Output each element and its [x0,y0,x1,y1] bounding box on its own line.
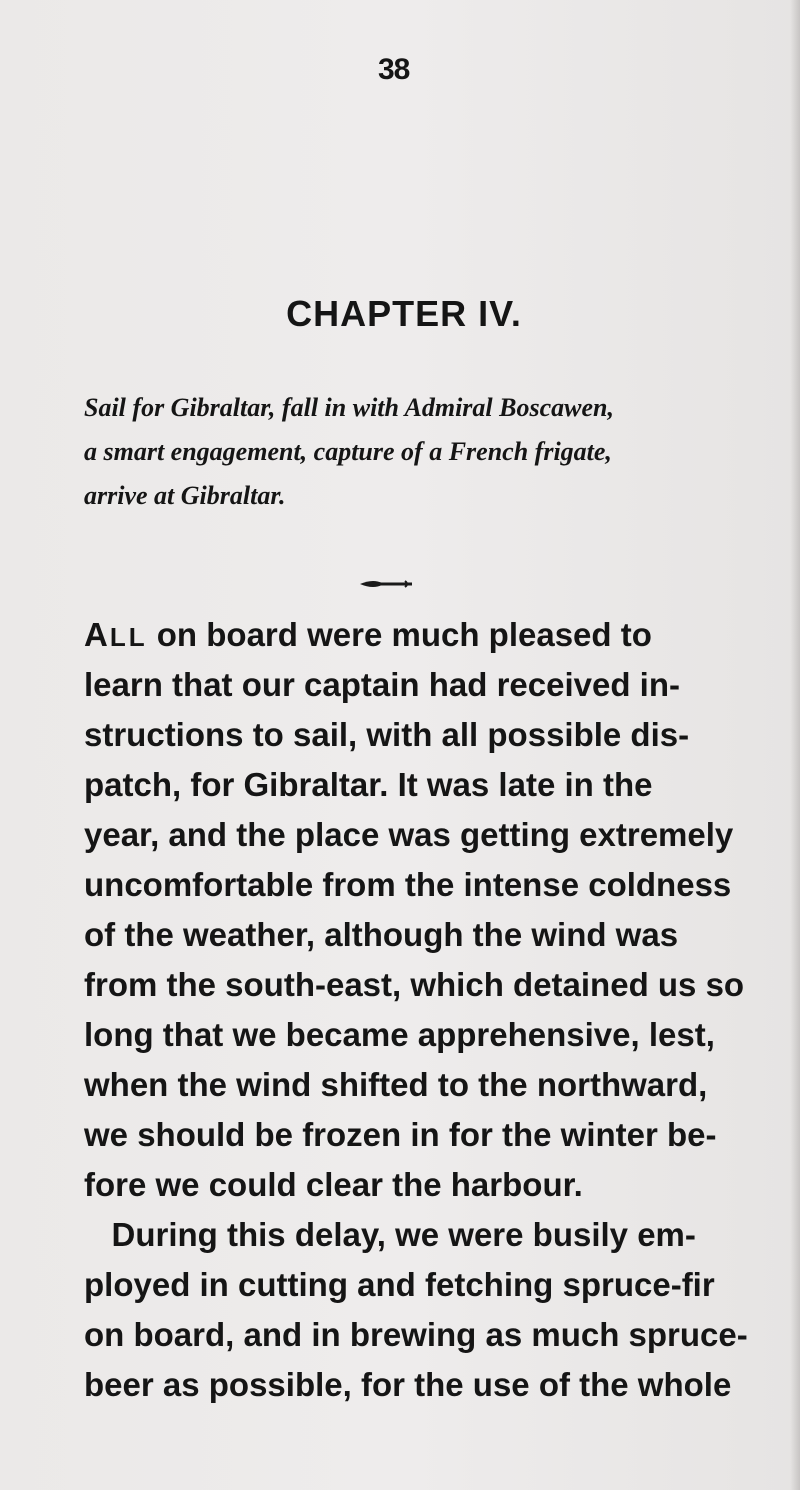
body-line: beer as possible, for the use of the whole [84,1366,732,1403]
body-line: from the south-east, which detained us so [84,966,745,1003]
body-line: learn that our captain had received in- [84,666,680,703]
smallcaps-word: LL [109,622,148,652]
chapter-title: CHAPTER IV. [286,293,522,334]
chapter-summary [84,386,784,518]
summary-line: arrive at Gibraltar. [84,481,286,510]
first-line-text: on board were much pleased to [147,616,652,653]
summary-line: Sail for Gibraltar, fall in with Admiral Boscawen, [84,393,614,422]
body-line: of the weather, although the wind was [84,916,679,953]
page-number: 38 [378,53,410,86]
body-line: patch, for Gibraltar. It was late in the [84,766,653,803]
body-line: fore we could clear the harbour. [84,1166,583,1203]
body-line: on board, and in brewing as much spruce- [84,1316,748,1353]
body-line: ployed in cutting and fetching spruce-fir [84,1266,715,1303]
body-line: uncomfortable from the intense coldness [84,866,732,903]
section-ornament-icon [0,574,800,594]
body-line: we should be frozen in for the winter be- [84,1116,717,1153]
drop-initial: A [84,616,110,653]
body-line: During this delay, we were busily em- [84,1216,696,1253]
body-line: structions to sail, with all possible dis- [84,716,690,753]
summary-line: a smart engagement, capture of a French frigate, [84,437,612,466]
body-line: long that we became apprehensive, lest, [84,1016,715,1053]
body-line: year, and the place was getting extremely [84,816,734,853]
page-edge-shadow [790,0,800,1490]
body-line: when the wind shifted to the northward, [84,1066,708,1103]
body-text [84,610,784,1410]
body-line [84,610,784,660]
